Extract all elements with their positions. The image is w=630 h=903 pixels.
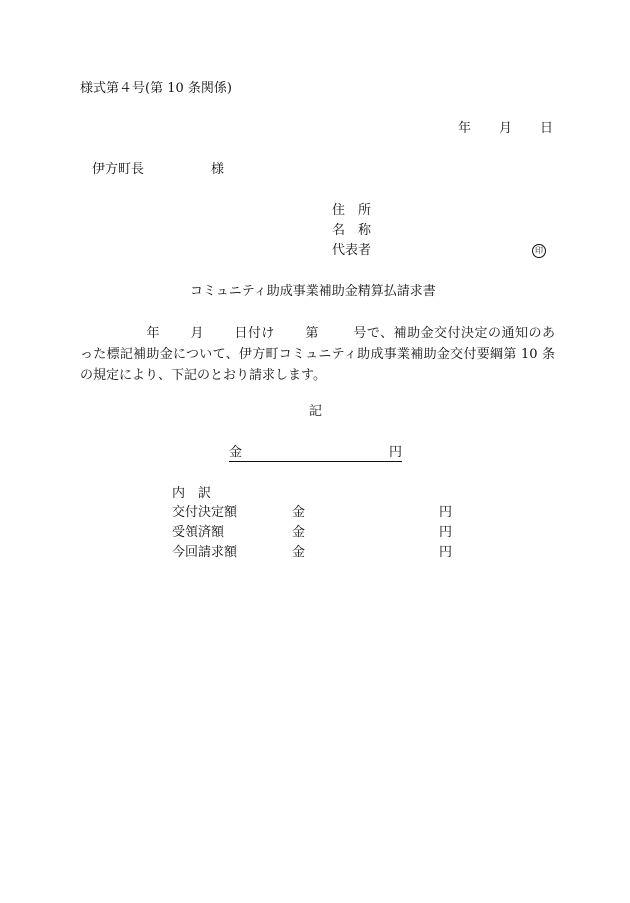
body-year-label: 年 [146, 326, 160, 341]
date-line [458, 122, 553, 135]
breakdown-row-prefix: 金 [292, 545, 306, 560]
address-label: 住 所 [332, 203, 372, 218]
ki-heading: 記 [309, 404, 323, 419]
breakdown-row-prefix: 金 [292, 525, 306, 540]
body-number-prefix: 第 [304, 326, 319, 341]
breakdown-row-suffix: 円 [439, 545, 453, 560]
breakdown-row-label: 受領済額 [172, 525, 225, 540]
body-date-suffix: 日付け [233, 326, 275, 341]
body-text: 号で、補助金交付決定の通知のあった標記補助金について、伊方町コミュニティ助成事業補助金交付要綱第 10 条の規定により、下記のとおり請求します。 [80, 326, 555, 383]
breakdown-row-prefix: 金 [292, 505, 306, 520]
form-number-header: 様式第４号(第 10 条関係) [80, 81, 232, 96]
total-amount-suffix: 円 [389, 445, 403, 460]
date-day-label: 日 [540, 121, 554, 136]
recipient-honorific: 様 [211, 162, 225, 177]
date-month-label: 月 [499, 121, 513, 136]
seal-icon: 印 [532, 244, 546, 258]
breakdown-title: 内 訳 [172, 486, 212, 501]
total-amount-underline [229, 461, 402, 462]
breakdown-row-label: 交付決定額 [172, 505, 238, 520]
recipient-name: 伊方町長 [92, 162, 145, 177]
request-body-paragraph [80, 323, 555, 386]
breakdown-row-suffix: 円 [439, 505, 453, 520]
breakdown-row-suffix: 円 [439, 525, 453, 540]
total-amount-prefix: 金 [229, 445, 243, 460]
representative-label: 代表者 [332, 243, 372, 258]
date-year-label: 年 [458, 121, 472, 136]
organization-name-label: 名 称 [332, 223, 372, 238]
breakdown-row-label: 今回請求額 [172, 545, 238, 560]
document-title: コミュニティ助成事業補助金精算払請求書 [190, 284, 436, 299]
body-month-label: 月 [189, 326, 204, 341]
